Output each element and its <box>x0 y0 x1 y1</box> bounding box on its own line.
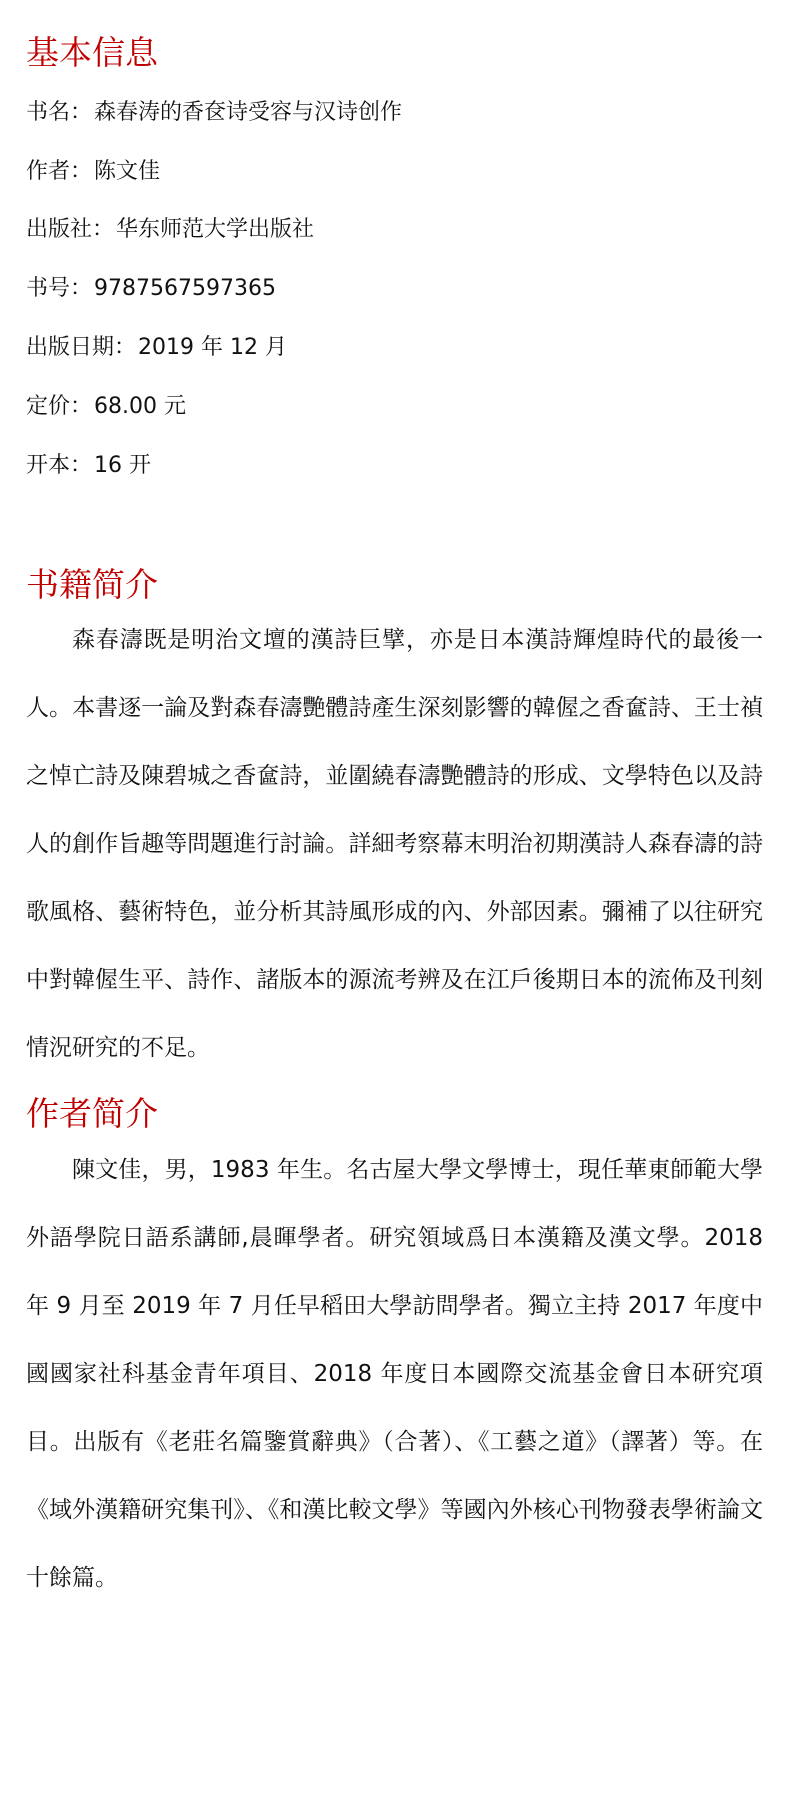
info-value: 华东师范大学出版社 <box>116 217 315 242</box>
info-value: 2019 年 12 月 <box>138 335 287 360</box>
info-label: 出版社： <box>26 217 115 242</box>
info-line-publisher <box>26 215 314 245</box>
info-value: 森春涛的香奁诗受容与汉诗创作 <box>94 100 403 125</box>
basic-info-heading: 基本信息 <box>26 33 158 72</box>
info-line-isbn <box>26 274 276 304</box>
info-value: 陈文佳 <box>94 159 161 184</box>
info-value: 16 开 <box>94 453 152 478</box>
info-line-title <box>26 98 402 128</box>
info-label: 作者： <box>26 159 93 184</box>
author-intro-heading: 作者简介 <box>26 1094 158 1133</box>
info-line-format <box>26 451 151 481</box>
info-line-author <box>26 157 160 187</box>
info-label: 开本： <box>26 453 93 478</box>
info-label: 定价： <box>26 394 93 419</box>
info-label: 书号： <box>26 276 93 301</box>
book-intro-text: 森春濤既是明治文壇的漢詩巨擘，亦是日本漢詩輝煌時代的最後一人。本書逐一論及對森春濤艷體詩產生深刻影響的韓偓之香奩詩、王士禎之悼亡詩及陳碧城之香奩詩，並圍繞春濤艷體詩的形成、文學特色以及詩人的創作旨趣等問題進行討論。詳細考察幕末明治初期漢詩人森春濤的詩歌風格、藝術特色，並分析其詩風形成的內、外部因素。彌補了以往研究中對韓偓生平、詩作、諸版本的源流考辨及在江戶後期日本的流佈及刊刻情況研究的不足。 <box>26 627 763 1061</box>
info-value: 9787567597365 <box>94 276 276 301</box>
book-intro-heading: 书籍简介 <box>26 565 158 604</box>
info-value: 68.00 元 <box>94 394 186 419</box>
author-intro-text: 陳文佳，男，1983 年生。名古屋大學文學博士，現任華東師範大學外語學院日語系講師,晨暉學者。研究領域爲日本漢籍及漢文學。2018 年 9 月至 2019 年 7 月任早稻田大學訪問學者。獨立主持 2017 年度中國國家社科基金青年項目、2018 年度日本國際交流基金會日本研究項目。出版有《老莊名篇鑒賞辭典》（合著）、《工藝之道》（譯著）等。在《域外漢籍研究集刊》、《和漢比較文學》等國內外核心刊物發表學術論文十餘篇。 <box>26 1157 763 1591</box>
info-label: 书名： <box>26 100 93 125</box>
info-label: 出版日期： <box>26 335 137 360</box>
info-line-pub-date <box>26 333 287 363</box>
info-line-price <box>26 392 186 422</box>
